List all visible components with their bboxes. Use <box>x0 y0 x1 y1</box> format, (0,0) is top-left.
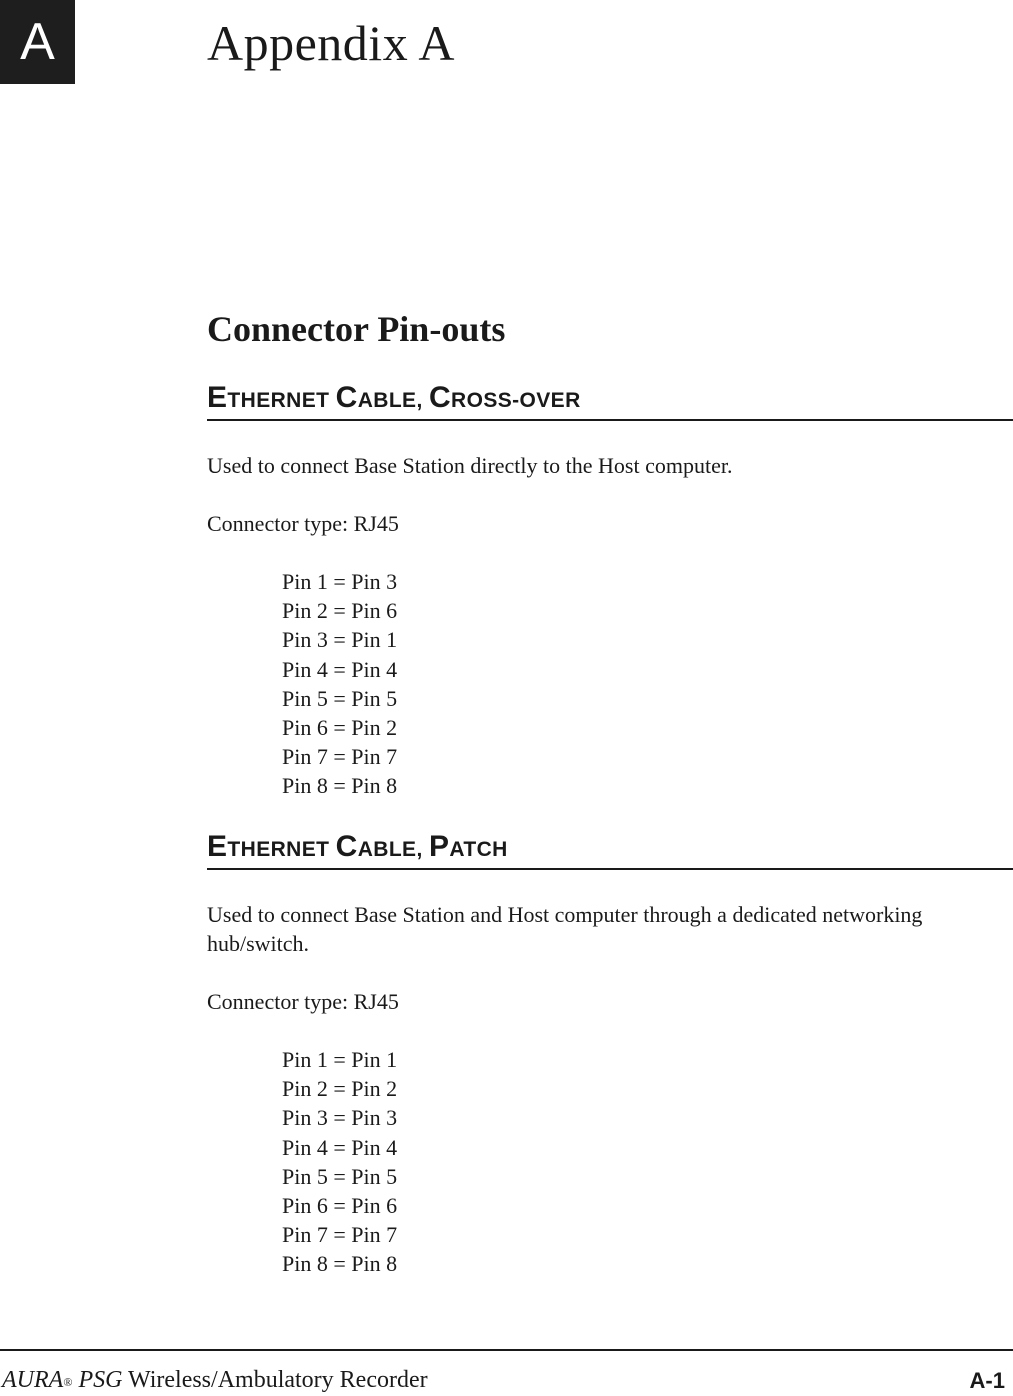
heading-initial: E <box>207 830 228 863</box>
pin-mapping: Pin 7 = Pin 7 <box>282 744 398 770</box>
pin-mapping: Pin 2 = Pin 6 <box>282 598 398 624</box>
heading-initial: P <box>428 830 450 863</box>
pin-mapping: Pin 4 = Pin 4 <box>282 1134 398 1160</box>
pin-mapping: Pin 4 = Pin 4 <box>282 656 398 682</box>
pin-mapping: Pin 1 = Pin 3 <box>282 569 398 594</box>
pin-mapping: Pin 3 = Pin 3 <box>282 1105 398 1131</box>
footer-product-name <box>2 1364 428 1396</box>
patch-heading <box>207 831 1013 870</box>
footer-brand: AURA <box>2 1367 64 1393</box>
heading-rest: ROSS-OVER <box>451 389 581 412</box>
pin-mapping: Pin 1 = Pin 1 <box>282 1047 398 1072</box>
patch-description: Used to connect Base Station and Host computer through a dedicated networking hub/switch. <box>207 902 923 956</box>
pin-mapping: Pin 8 = Pin 8 <box>282 773 398 799</box>
heading-initial: C <box>335 830 358 863</box>
pin-mapping: Pin 7 = Pin 7 <box>282 1222 398 1248</box>
footer-divider <box>0 1349 1013 1351</box>
chapter-tab <box>0 0 75 84</box>
pin-mapping: Pin 6 = Pin 2 <box>282 715 398 741</box>
pin-mapping: Pin 2 = Pin 2 <box>282 1076 398 1102</box>
heading-rest: ABLE, <box>357 389 429 412</box>
patch-pin-list <box>282 1045 397 1279</box>
section-title: Connector Pin-outs <box>207 309 506 349</box>
heading-rest: ATCH <box>449 838 508 861</box>
page-title: Appendix A <box>207 15 456 71</box>
registered-mark: ® <box>63 1375 73 1389</box>
pin-mapping: Pin 6 = Pin 6 <box>282 1193 398 1219</box>
pin-mapping: Pin 3 = Pin 1 <box>282 627 398 653</box>
heading-rest: THERNET <box>227 389 336 412</box>
heading-rest: THERNET <box>227 838 336 861</box>
crossover-heading <box>207 382 1013 421</box>
page-number: A-1 <box>969 1368 1005 1393</box>
footer-product: Wireless/Ambulatory Recorder <box>128 1367 428 1393</box>
footer-model: PSG <box>78 1367 123 1393</box>
crossover-connector-type: Connector type: RJ45 <box>207 511 399 536</box>
crossover-pin-list <box>282 567 397 801</box>
crossover-description: Used to connect Base Station directly to the Host computer. <box>207 453 733 478</box>
pin-mapping: Pin 5 = Pin 5 <box>282 1163 398 1189</box>
heading-initial: C <box>335 381 358 414</box>
pin-mapping: Pin 8 = Pin 8 <box>282 1251 398 1277</box>
patch-connector-type: Connector type: RJ45 <box>207 989 399 1014</box>
heading-initial: C <box>428 381 452 414</box>
heading-initial: E <box>207 381 228 414</box>
chapter-letter: A <box>20 13 55 71</box>
heading-rest: ABLE, <box>357 838 429 861</box>
pin-mapping: Pin 5 = Pin 5 <box>282 685 398 711</box>
